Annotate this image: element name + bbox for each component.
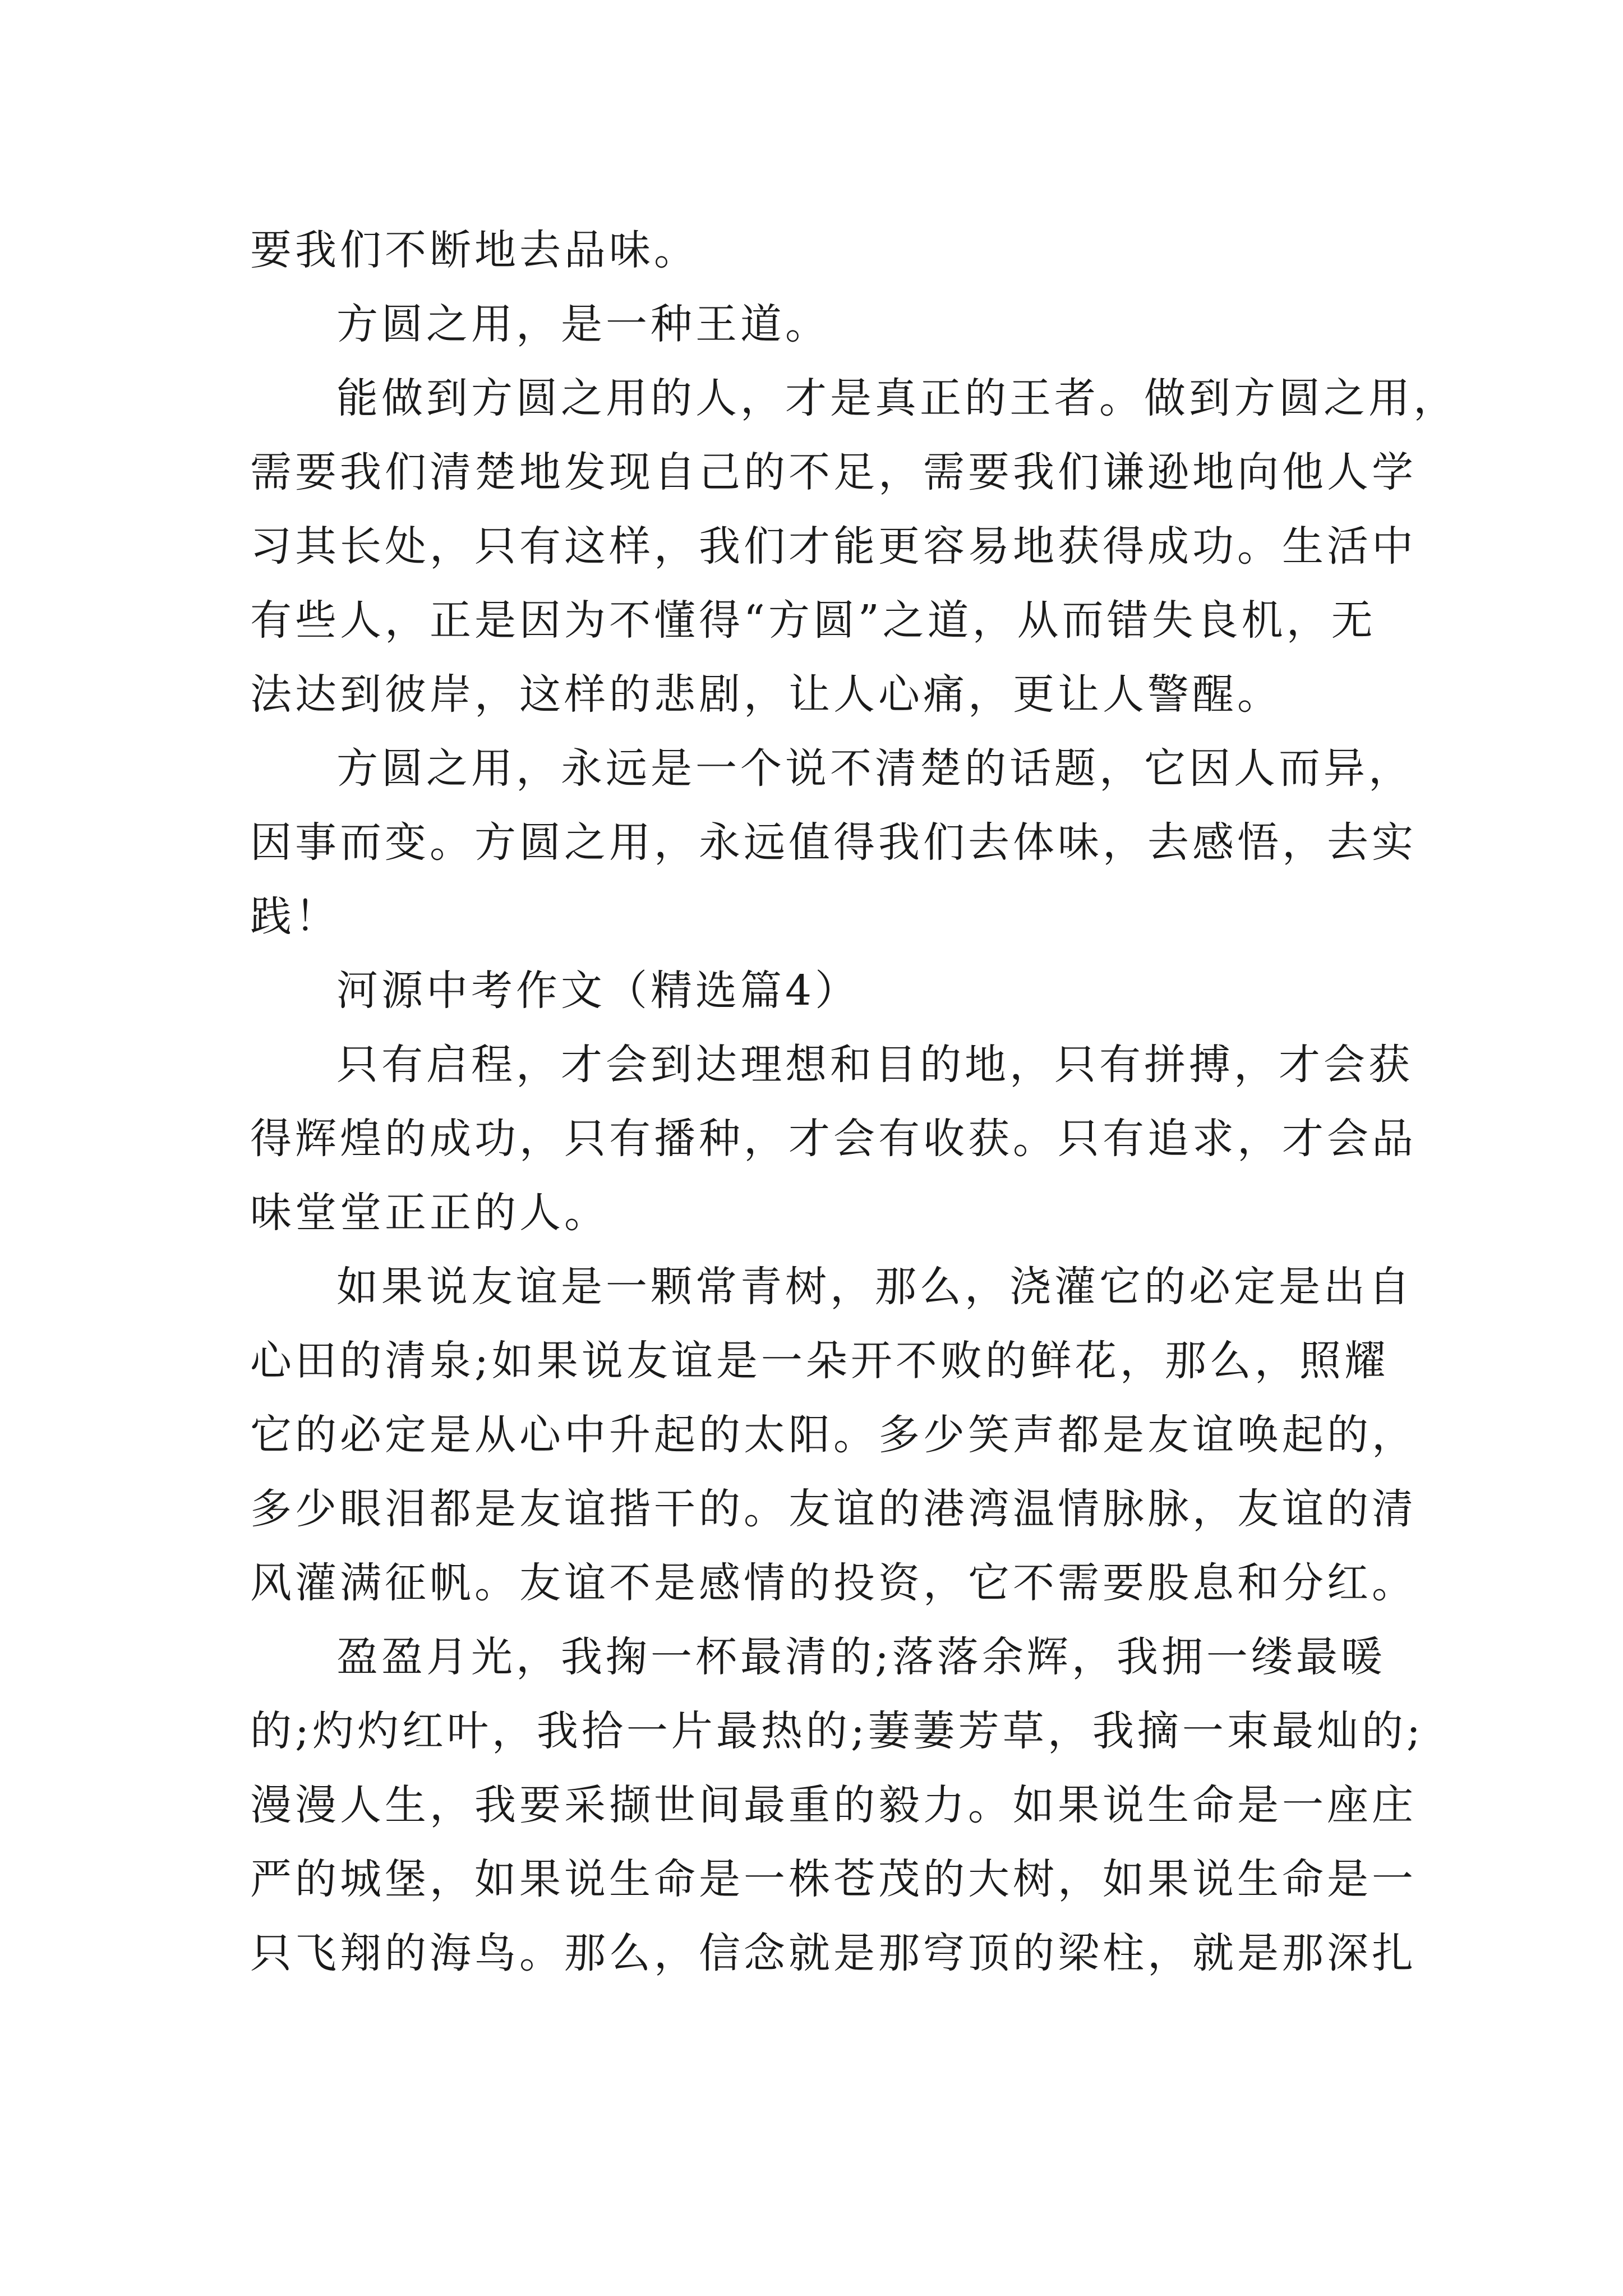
text-line-6: 有些人，正是因为不懂得“方圆”之道，从而错失良机，无 xyxy=(250,596,1376,645)
text-line-22: 漫漫人生，我要采撷世间最重的毅力。如果说生命是一座庄 xyxy=(250,1781,1417,1829)
text-line-7: 法达到彼岸，这样的悲剧，让人心痛，更让人警醒。 xyxy=(250,670,1282,719)
text-line-20: 盈盈月光，我掬一杯最清的;落落余辉，我拥一缕最暖 xyxy=(336,1633,1386,1681)
text-line-10: 践！ xyxy=(250,892,340,941)
text-line-24: 只飞翔的海鸟。那么，信念就是那穹顶的梁柱，就是那深扎 xyxy=(250,1929,1417,1977)
text-line-17: 它的必定是从心中升起的太阳。多少笑声都是友谊唤起的， xyxy=(250,1411,1417,1459)
text-line-15: 如果说友谊是一颗常青树，那么，浇灌它的必定是出自 xyxy=(336,1263,1413,1311)
text-line-5: 习其长处，只有这样，我们才能更容易地获得成功。生活中 xyxy=(250,522,1417,570)
text-line-18: 多少眼泪都是友谊揩干的。友谊的港湾温情脉脉，友谊的清 xyxy=(250,1485,1417,1533)
text-line-21: 的;灼灼红叶，我拾一片最热的;萋萋芳草，我摘一束最灿的; xyxy=(250,1707,1424,1755)
text-line-16: 心田的清泉;如果说友谊是一朵开不败的鲜花，那么，照耀 xyxy=(250,1337,1389,1385)
text-line-1: 要我们不断地去品味。 xyxy=(250,226,699,274)
section-heading: 河源中考作文（精选篇4） xyxy=(336,967,860,1015)
text-line-13: 得辉煌的成功，只有播种，才会有收获。只有追求，才会品 xyxy=(250,1115,1417,1163)
text-line-4: 需要我们清楚地发现自己的不足，需要我们谦逊地向他人学 xyxy=(250,448,1417,496)
text-line-3: 能做到方圆之用的人，才是真正的王者。做到方圆之用， xyxy=(336,374,1458,422)
text-line-14: 味堂堂正正的人。 xyxy=(250,1189,609,1237)
text-line-9: 因事而变。方圆之用，永远值得我们去体味，去感悟，去实 xyxy=(250,818,1417,867)
text-line-12: 只有启程，才会到达理想和目的地，只有拼搏，才会获 xyxy=(336,1041,1413,1089)
text-line-23: 严的城堡，如果说生命是一株苍茂的大树，如果说生命是一 xyxy=(250,1855,1417,1903)
text-line-8: 方圆之用，永远是一个说不清楚的话题，它因人而异， xyxy=(336,744,1413,793)
text-line-2: 方圆之用，是一种王道。 xyxy=(336,300,830,348)
text-line-19: 风灌满征帆。友谊不是感情的投资，它不需要股息和分红。 xyxy=(250,1559,1417,1607)
